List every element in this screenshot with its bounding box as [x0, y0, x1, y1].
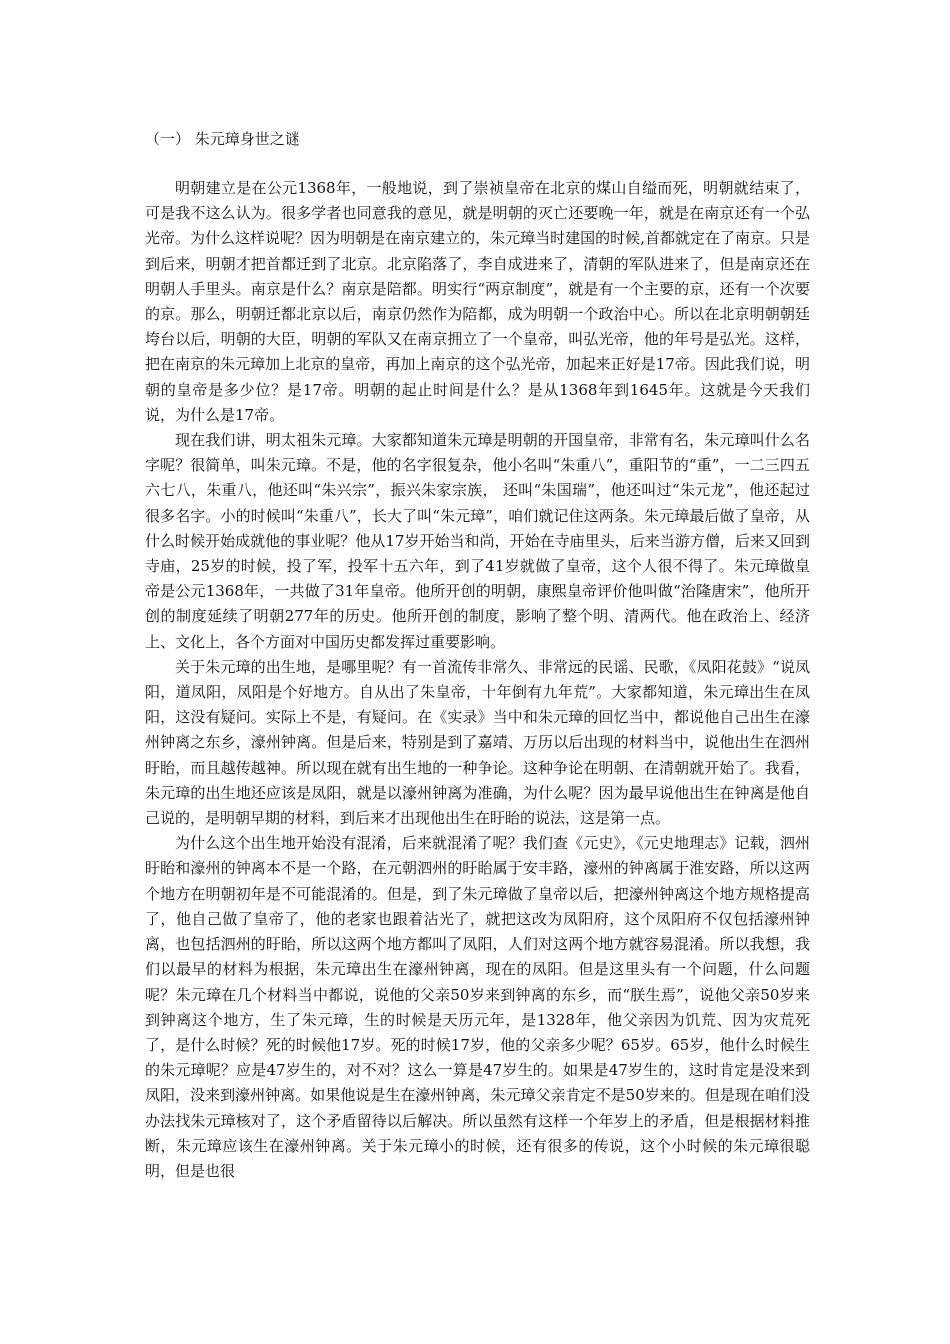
body-text [145, 176, 810, 1184]
paragraph-3: 关于朱元璋的出生地，是哪里呢？有一首流传非常久、非常远的民谣、民歌，《凤阳花鼓》“说凤阳，道凤阳，凤阳是个好地方。自从出了朱皇帝，十年倒有九年荒”。大家都知道，朱元璋出生在凤阳，这没有疑问。实际上不是，有疑问。在《实录》当中和朱元璋的回忆当中，都说他自己出生在濠州钟离之东乡，濠州钟离。但是后来，特别是到了嘉靖、万历以后出现的材料当中，说他出生在泗州盱眙，而且越传越神。所以现在就有出生地的一种争论。这种争论在明朝、在清朝就开始了。我看，朱元璋的出生地还应该是凤阳，就是以濠州钟离为准确，为什么呢？因为最早说他出生在钟离是他自己说的，是明朝早期的材料，到后来才出现他出生在盱眙的说法，这是第一点。 [145, 657, 810, 828]
section-heading: （一） 朱元璋身世之谜 [145, 130, 300, 148]
paragraph-2: 现在我们讲，明太祖朱元璋。大家都知道朱元璋是明朝的开国皇帝，非常有名，朱元璋叫什么名字呢？很简单，叫朱元璋。不是，他的名字很复杂，他小名叫“朱重八”，重阳节的“重”，一二三四五六七八，朱重八，他还叫“朱兴宗”，振兴朱家宗族， 还叫“朱国瑞”，他还叫过“朱元龙”，他还起过很多名字。小的时候叫“朱重八”，长大了叫“朱元璋”，咱们就记住这两条。朱元璋最后做了皇帝，从什么时候开始成就他的事业呢？他从17岁开始当和尚，开始在寺庙里头，后来当游方僧，后来又回到寺庙，25岁的时候，投了军，投军十五六年，到了41岁就做了皇帝，这个人很不得了。朱元璋做皇帝是公元1368年，一共做了31年皇帝。他所开创的明朝，康熙皇帝评价他叫做“治隆唐宋”，他所开创的制度延续了明朝277年的历史。他所开创的制度，影响了整个明、清两代。他在政治上、经济上、文化上，各个方面对中国历史都发挥过重要影响。 [145, 431, 810, 651]
paragraph-1: 明朝建立是在公元1368年，一般地说，到了崇祯皇帝在北京的煤山自缢而死，明朝就结束了，可是我不这么认为。很多学者也同意我的意见，就是明朝的灭亡还要晚一年，就是在南京还有一个弘光帝。为什么这样说呢？因为明朝是在南京建立的，朱元璋当时建国的时候,首都就定在了南京。只是到后来，明朝才把首都迁到了北京。北京陷落了，李自成进来了，清朝的军队进来了，但是南京还在明朝人手里头。南京是什么？南京是陪都。明实行“两京制度”，就是有一个主要的京，还有一个次要的京。那么，明朝迁都北京以后，南京仍然作为陪都，成为明朝一个政治中心。所以在北京明朝朝廷垮台以后，明朝的大臣，明朝的军队又在南京拥立了一个皇帝，叫弘光帝，他的年号是弘光。这样，把在南京的朱元璋加上北京的皇帝，再加上南京的这个弘光帝，加起来正好是17帝。因此我们说，明朝的皇帝是多少位？是17帝。明朝的起止时间是什么？是从1368年到1645年。这就是今天我们说，为什么是17帝。 [145, 179, 810, 424]
paragraph-4: 为什么这个出生地开始没有混淆，后来就混淆了呢？我们查《元史》，《元史地理志》记载，泗州盱眙和濠州的钟离本不是一个路，在元朝泗州的盱眙属于安丰路，濠州的钟离属于淮安路，所以这两个地方在明朝初年是不可能混淆的。但是，到了朱元璋做了皇帝以后，把濠州钟离这个地方规格提高了，他自己做了皇帝了，他的老家也跟着沾光了，就把这改为凤阳府，这个凤阳府不仅包括濠州钟离，也包括泗州的盱眙，所以这两个地方都叫了凤阳，人们对这两个地方就容易混淆。所以我想，我们以最早的材料为根据，朱元璋出生在濠州钟离，现在的凤阳。但是这里头有一个问题，什么问题呢？朱元璋在几个材料当中都说，说他的父亲50岁来到钟离的东乡，而“朕生焉”，说他父亲50岁来到钟离这个地方，生了朱元璋，生的时候是天历元年，是1328年，他父亲因为饥荒、因为灾荒死了，是什么时候？死的时候他17岁。死的时候17岁，他的父亲多少呢？65岁。65岁，他什么时候生的朱元璋呢？应是47岁生的，对不对？这么一算是47岁生的。如果是47岁生的，这时肯定是没来到凤阳，没来到濠州钟离。如果他说是生在濠州钟离，朱元璋父亲肯定不是50岁来的。但是现在咱们没办法找朱元璋核对了，这个矛盾留待以后解决。所以虽然有这样一个年岁上的矛盾，但是根据材料推断，朱元璋应该生在濠州钟离。关于朱元璋小的时候，还有很多的传说，这个小时候的朱元璋很聪明，但是也很 [145, 834, 810, 1180]
